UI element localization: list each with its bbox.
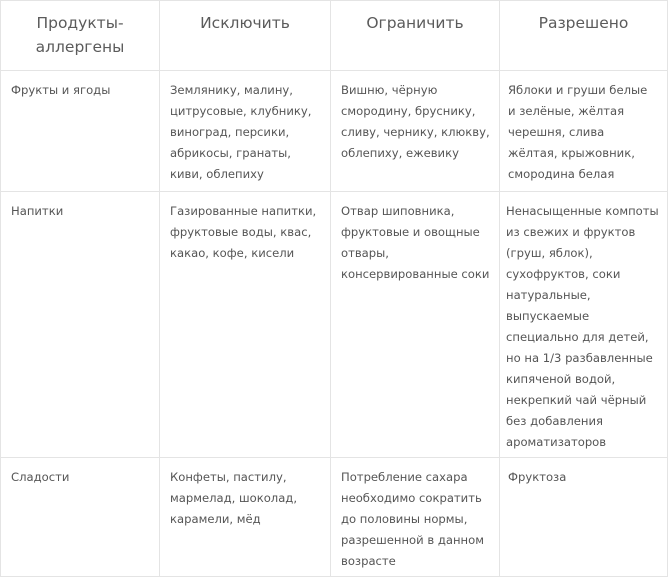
cell-limit-sweets: Потребление сахара необходимо сократить до половины нормы, разрешенной в данном возрасте <box>331 458 500 577</box>
cell-exclude-fruits: Землянику, малину, цитрусовые, клубнику, виноград, персики, абрикосы, гранаты, киви, облепиху <box>160 71 331 192</box>
header-exclude: Исключить <box>160 1 331 71</box>
header-allowed: Разрешено <box>500 1 668 71</box>
cell-category-fruits: Фрукты и ягоды <box>1 71 160 192</box>
cell-exclude-sweets: Конфеты, пастилу, мармелад, шоколад, карамели, мёд <box>160 458 331 577</box>
cell-category-drinks: Напитки <box>1 192 160 458</box>
cell-allowed-fruits: Яблоки и груши белые и зелёные, жёлтая черешня, слива жёлтая, крыжовник, смородина белая <box>500 71 668 192</box>
table-row <box>1 71 668 192</box>
cell-limit-drinks: Отвар шиповника, фруктовые и овощные отвары, консервированные соки <box>331 192 500 458</box>
table-header-row <box>1 1 668 71</box>
cell-allowed-sweets: Фруктоза <box>500 458 668 577</box>
header-category: Продукты-аллергены <box>1 1 160 71</box>
cell-allowed-drinks: Ненасыщенные компоты из свежих и фруктов (груш, яблок), сухофруктов, соки натуральные, выпускаемые специально для детей, но на 1/3 разбавленные кипяченой водой, некрепкий чай чёрный без добавления ароматизаторов <box>500 192 668 458</box>
cell-exclude-drinks: Газированные напитки, фруктовые воды, квас, какао, кофе, кисели <box>160 192 331 458</box>
table-row <box>1 192 668 458</box>
cell-limit-fruits: Вишню, чёрную смородину, бруснику, сливу, чернику, клюкву, облепиху, ежевику <box>331 71 500 192</box>
cell-category-sweets: Сладости <box>1 458 160 577</box>
table-row <box>1 458 668 577</box>
header-limit: Ограничить <box>331 1 500 71</box>
